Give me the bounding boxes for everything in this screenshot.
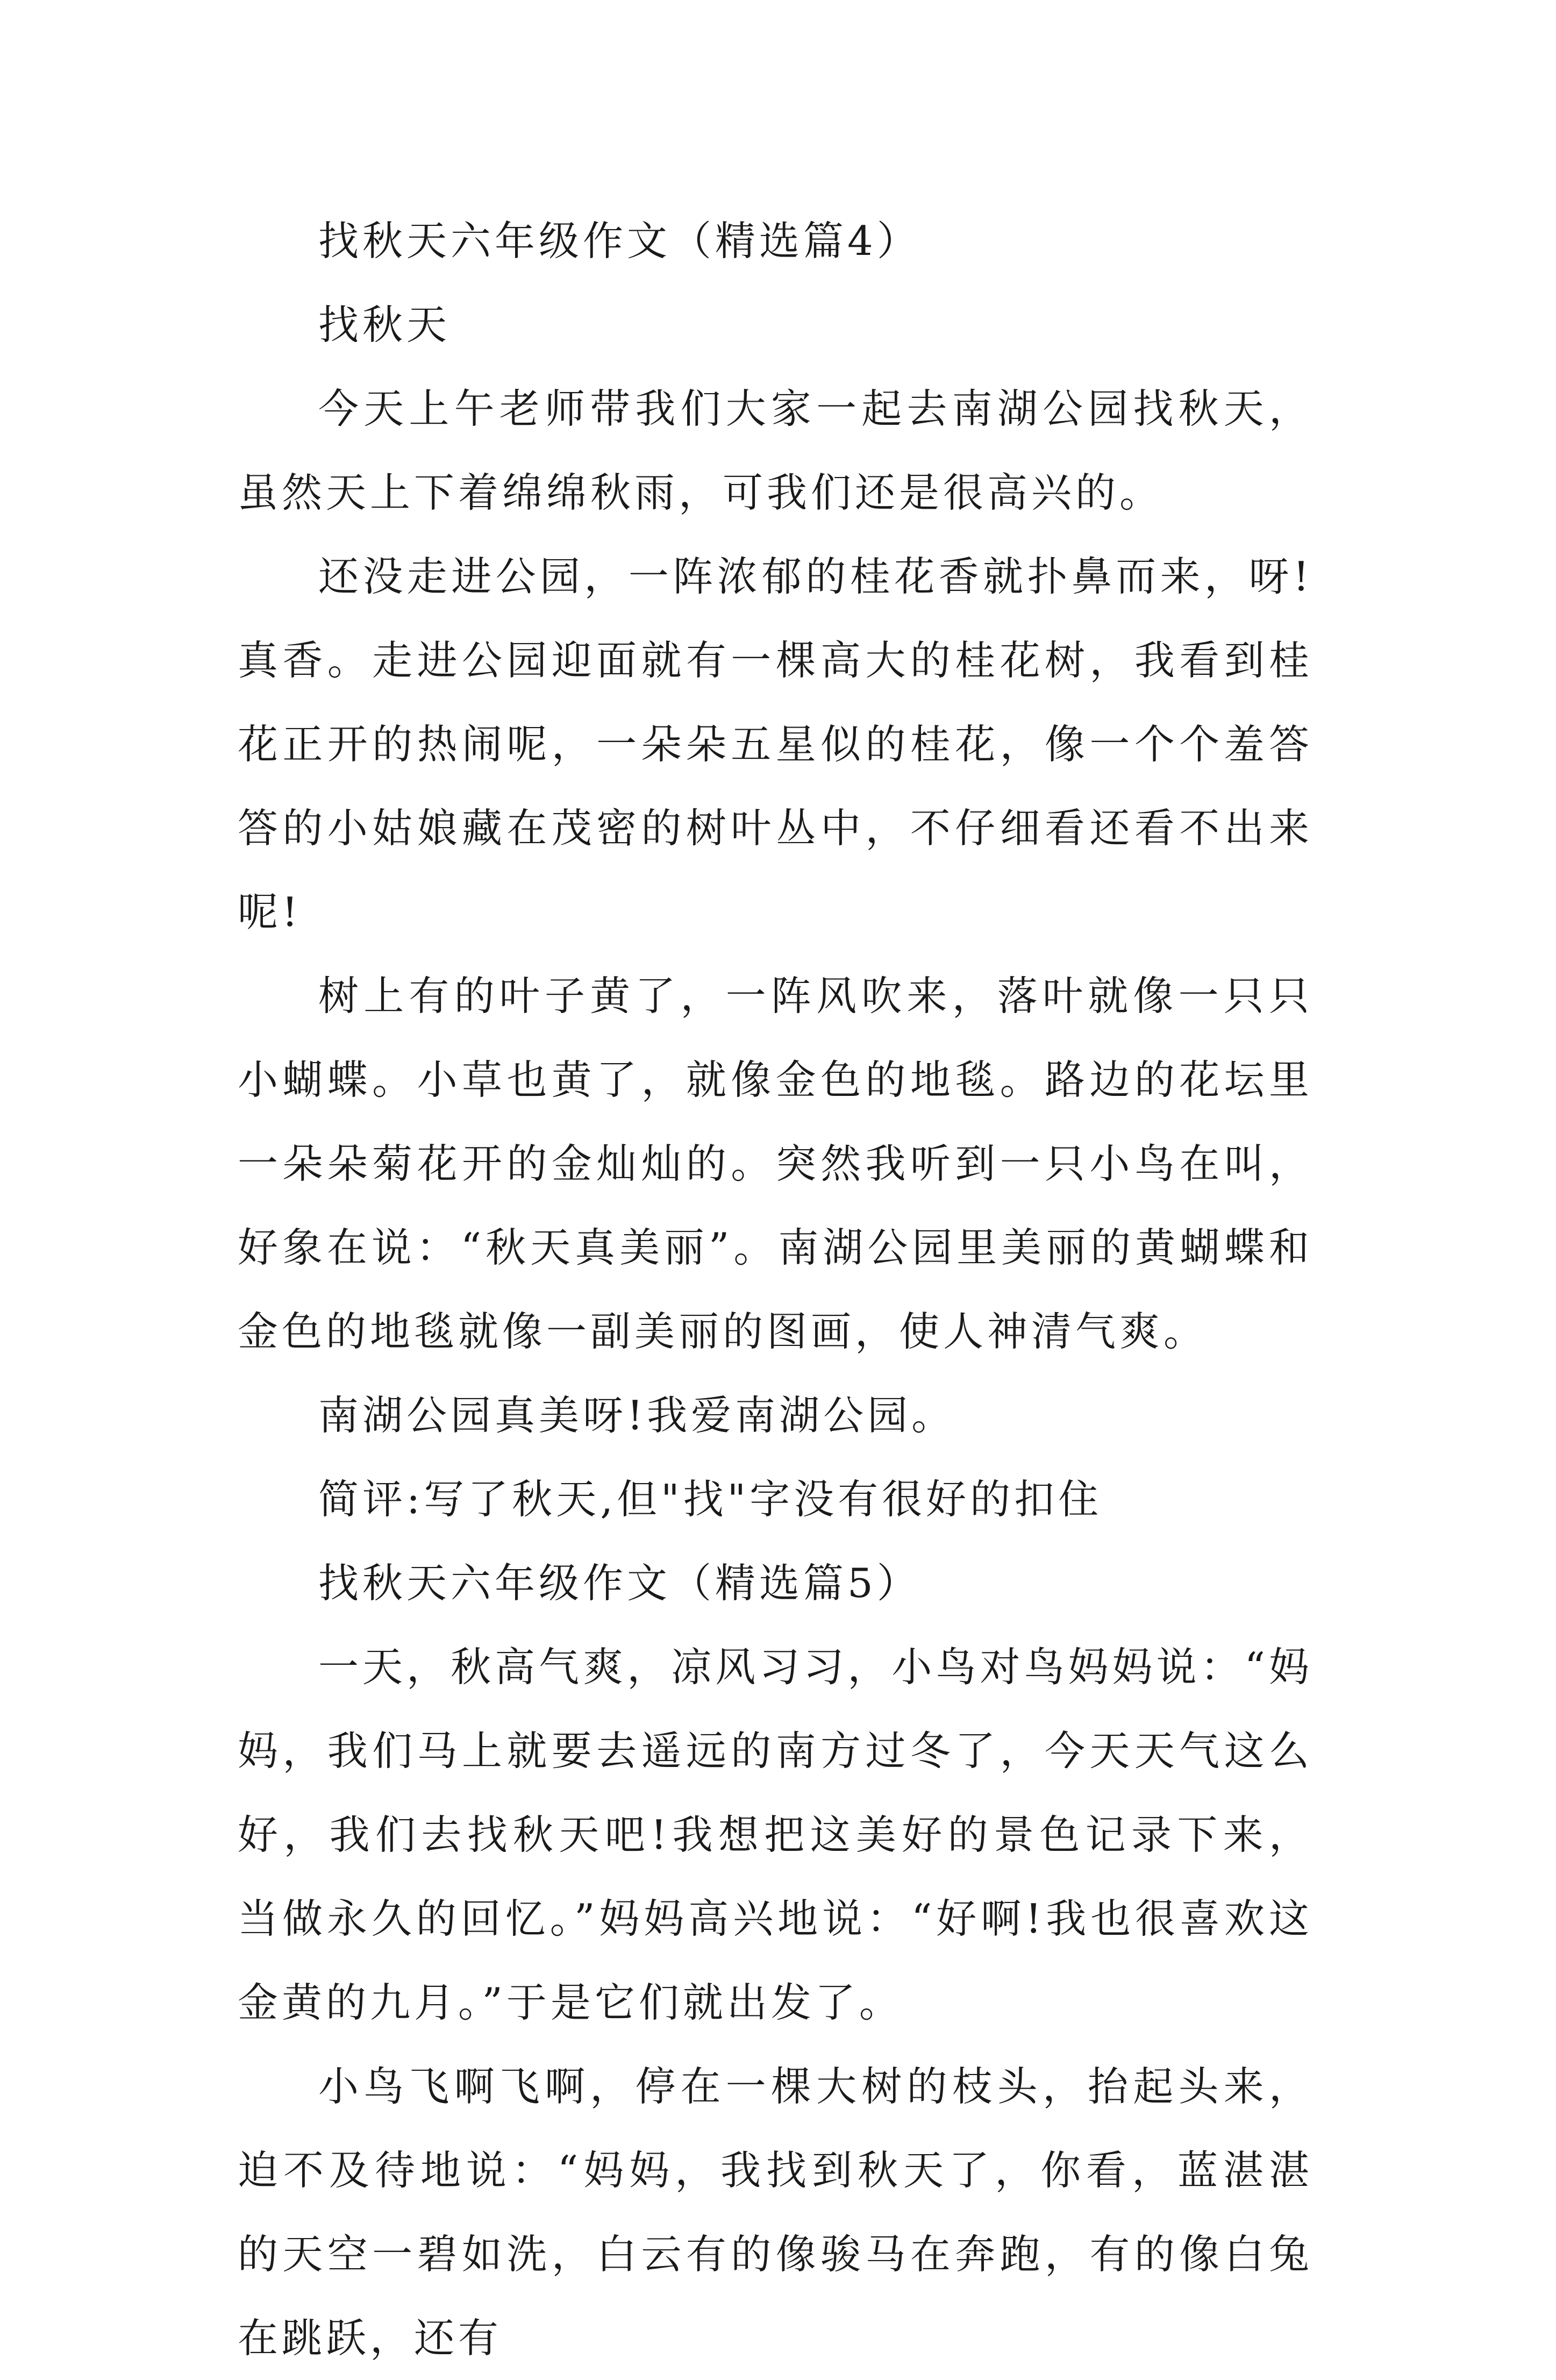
paragraph: 一天，秋高气爽，凉风习习，小鸟对鸟妈妈说：“妈妈，我们马上就要去遥远的南方过冬了，今天天气这么好，我们去找秋天吧!我想把这美好的景色记录下来，当做永久的回忆。”妈妈高兴地说：“好啊!我也很喜欢这金黄的九月。”于是它们就出发了。 (238, 1643, 1313, 2026)
paragraph: 还没走进公园，一阵浓郁的桂花香就扑鼻而来，呀!真香。走进公园迎面就有一棵高大的桂花树，我看到桂花正开的热闹呢，一朵朵五星似的桂花，像一个个羞答答的小姑娘藏在茂密的树叶丛中，不仔细看还看不出来呢! (238, 553, 1313, 936)
paragraph: 今天上午老师带我们大家一起去南湖公园找秋天，虽然天上下着绵绵秋雨，可我们还是很高兴的。 (238, 385, 1313, 516)
essay-title: 找秋天 (318, 301, 451, 348)
document-page (238, 199, 1313, 2380)
heading-part-5: 找秋天六年级作文（精选篇5） (318, 1559, 921, 1607)
paragraph: 树上有的叶子黄了，一阵风吹来，落叶就像一只只小蝴蝶。小草也黄了，就像金色的地毯。路边的花坛里一朵朵菊花开的金灿灿的。突然我听到一只小鸟在叫，好象在说：“秋天真美丽”。南湖公园里美丽的黄蝴蝶和金色的地毯就像一副美丽的图画，使人神清气爽。 (238, 972, 1313, 1355)
paragraph: 南湖公园真美呀!我爱南湖公园。 (318, 1392, 956, 1439)
review-comment: 简评:写了秋天,但"找"字没有很好的扣住 (318, 1476, 1103, 1523)
heading-part-4: 找秋天六年级作文（精选篇4） (318, 217, 921, 265)
paragraph: 小鸟飞啊飞啊，停在一棵大树的枝头，抬起头来，迫不及待地说：“妈妈，我找到秋天了，你看，蓝湛湛的天空一碧如洗，白云有的像骏马在奔跑，有的像白兔在跳跃，还有 (238, 2063, 1313, 2362)
